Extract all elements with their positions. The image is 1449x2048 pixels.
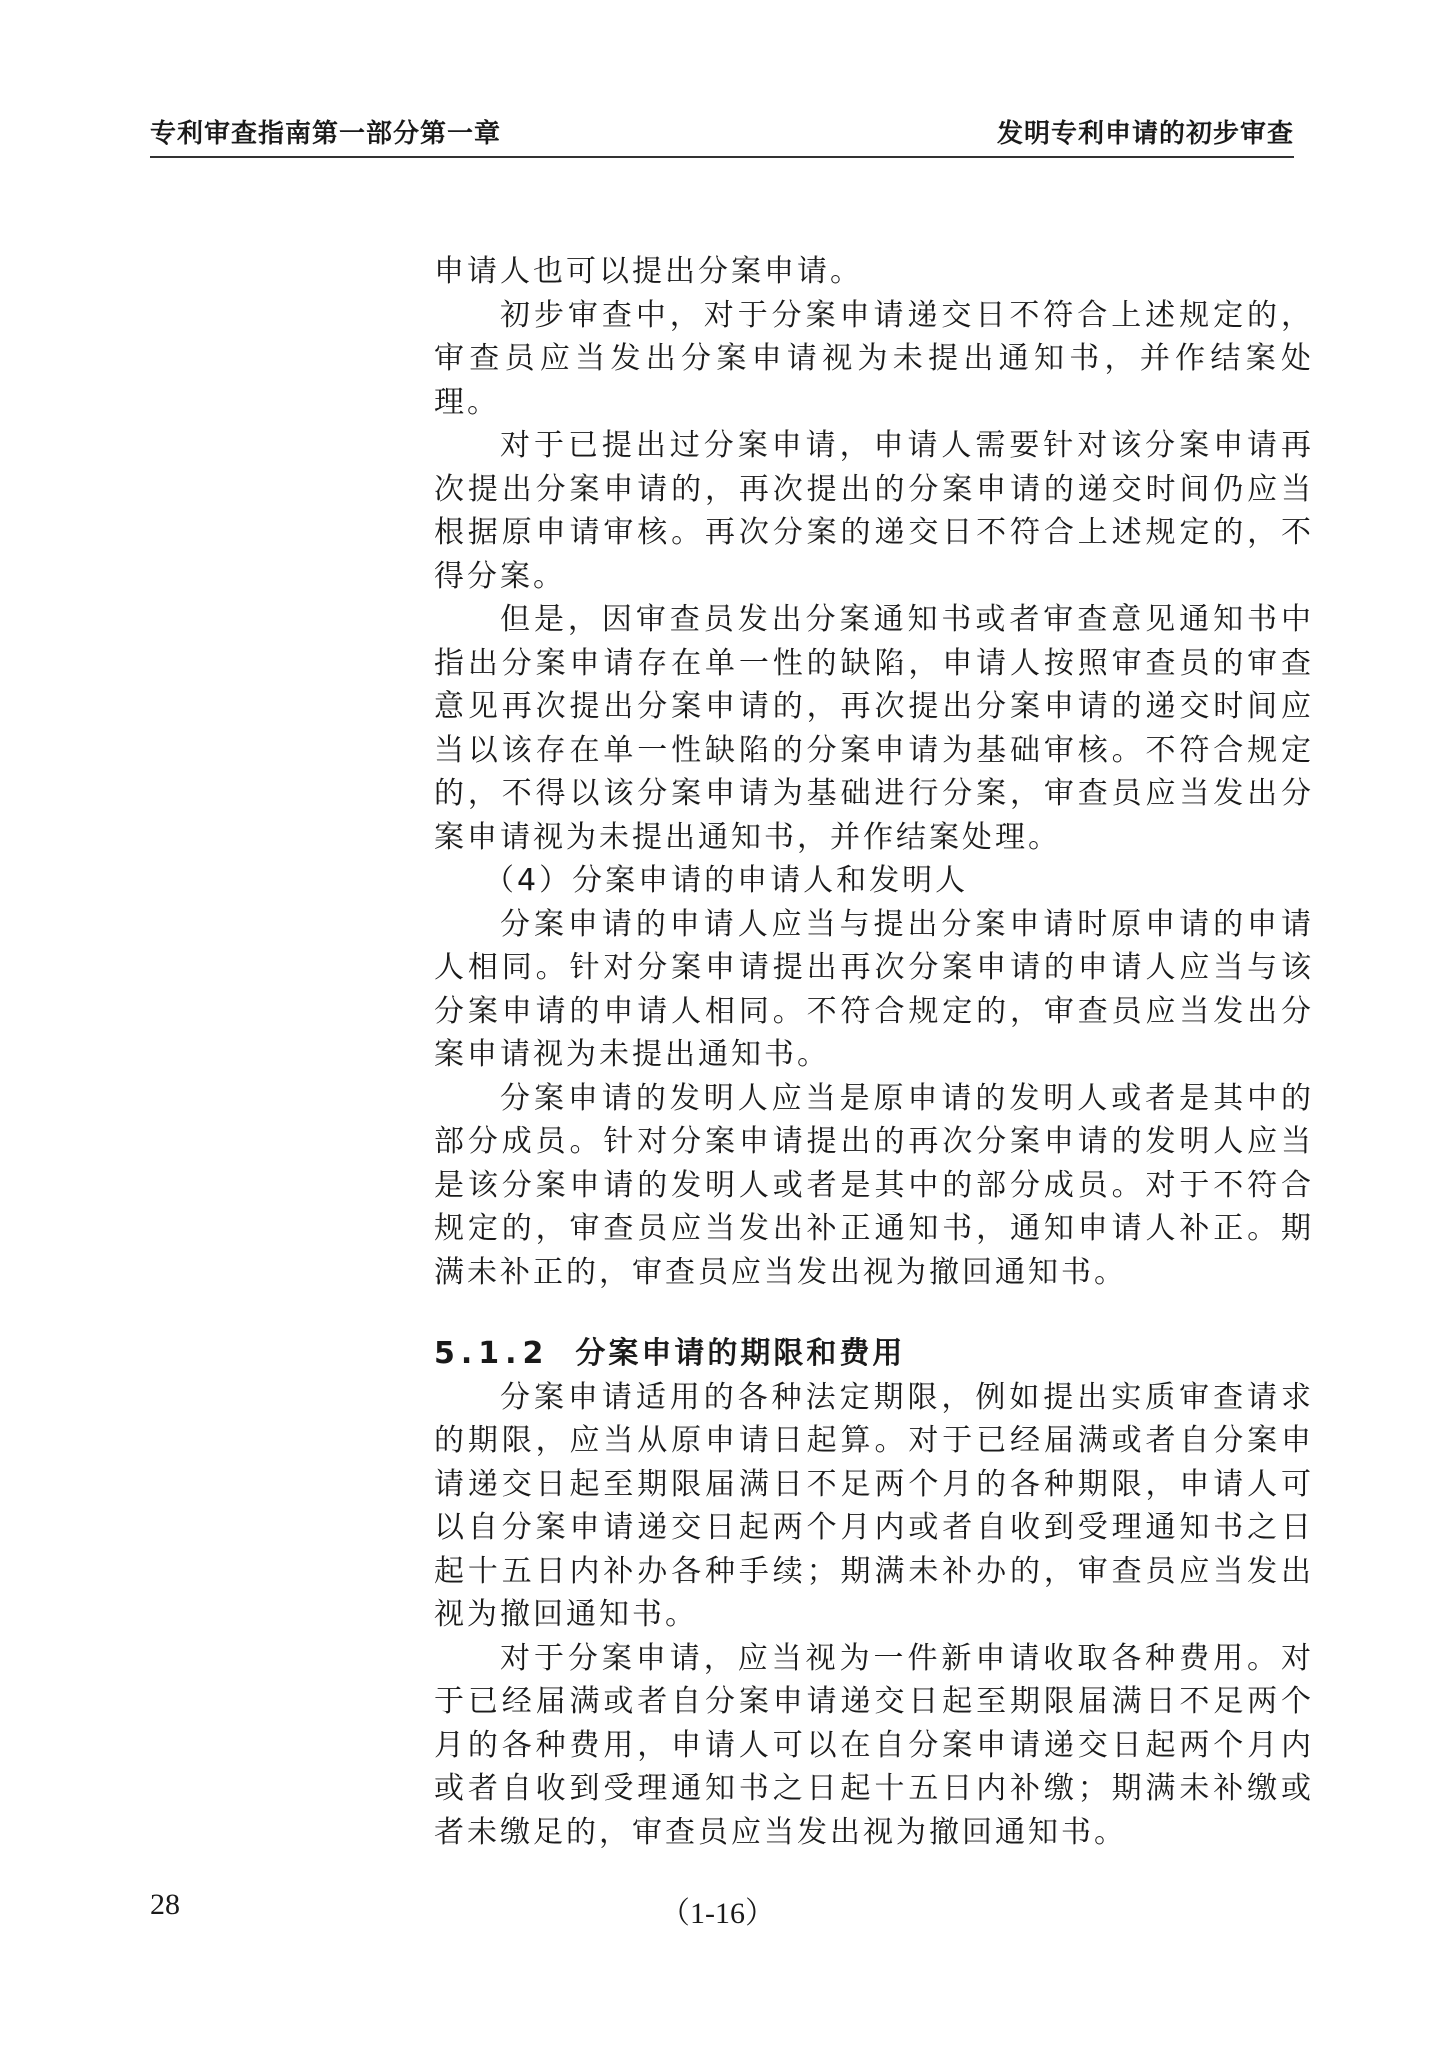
paragraph: 分案申请的申请人应当与提出分案申请时原申请的申请人相同。针对分案申请提出再次分案申请的申请人应当与该分案申请的申请人相同。不符合规定的，审查员应当发出分案申请视为未提出通知书。: [434, 906, 1314, 1072]
header-section-title: 发明专利申请的初步审查: [996, 119, 1294, 149]
paragraph: 申请人也可以提出分案申请。: [434, 254, 863, 289]
section-title: 分案申请的期限和费用: [575, 1336, 906, 1371]
section-number: 5.1.2: [434, 1336, 550, 1371]
page-header: [150, 118, 1294, 158]
header-chapter-title: 专利审查指南第一部分第一章: [150, 119, 502, 149]
paragraph: 对于已提出过分案申请，申请人需要针对该分案申请再次提出分案申请的，再次提出的分案申请的递交时间仍应当根据原申请审核。再次分案的递交日不符合上述规定的，不得分案。: [434, 428, 1314, 594]
section-heading: [434, 1332, 1314, 1376]
paragraph: 初步审查中，对于分案申请递交日不符合上述规定的，审查员应当发出分案申请视为未提出通知书，并作结案处理。: [434, 297, 1314, 420]
document-body: [434, 250, 1314, 1854]
paragraph: 对于分案申请，应当视为一件新申请收取各种费用。对于已经届满或者自分案申请递交日起至期限届满日不足两个月的各种费用，申请人可以在自分案申请递交日起两个月内或者自收到受理通知书之日起十五日内补缴；期满未补缴或者未缴足的，审查员应当发出视为撤回通知书。: [434, 1640, 1314, 1850]
paragraph: 分案申请适用的各种法定期限，例如提出实质审查请求的期限，应当从原申请日起算。对于已经届满或者自分案申请递交日起至期限届满日不足两个月的各种期限，申请人可以自分案申请递交日起两个月内或者自收到受理通知书之日起十五日内补办各种手续；期满未补办的，审查员应当发出视为撤回通知书。: [434, 1379, 1314, 1632]
paragraph: 但是，因审查员发出分案通知书或者审查意见通知书中指出分案申请存在单一性的缺陷，申请人按照审查员的审查意见再次提出分案申请的，再次提出分案申请的递交时间应当以该存在单一性缺陷的分案申请为基础审核。不符合规定的，不得以该分案申请为基础进行分案，审查员应当发出分案申请视为未提出通知书，并作结案处理。: [434, 602, 1314, 855]
paragraph: 分案申请的发明人应当是原申请的发明人或者是其中的部分成员。针对分案申请提出的再次分案申请的发明人应当是该分案申请的发明人或者是其中的部分成员。对于不符合规定的，审查员应当发出补正通知书，通知申请人补正。期满未补正的，审查员应当发出视为撤回通知书。: [434, 1080, 1314, 1290]
section-page-number: （1-16）: [660, 1897, 775, 1930]
subheading: （4）分案申请的申请人和发明人: [484, 863, 969, 898]
page-number: 28: [150, 1888, 180, 1921]
